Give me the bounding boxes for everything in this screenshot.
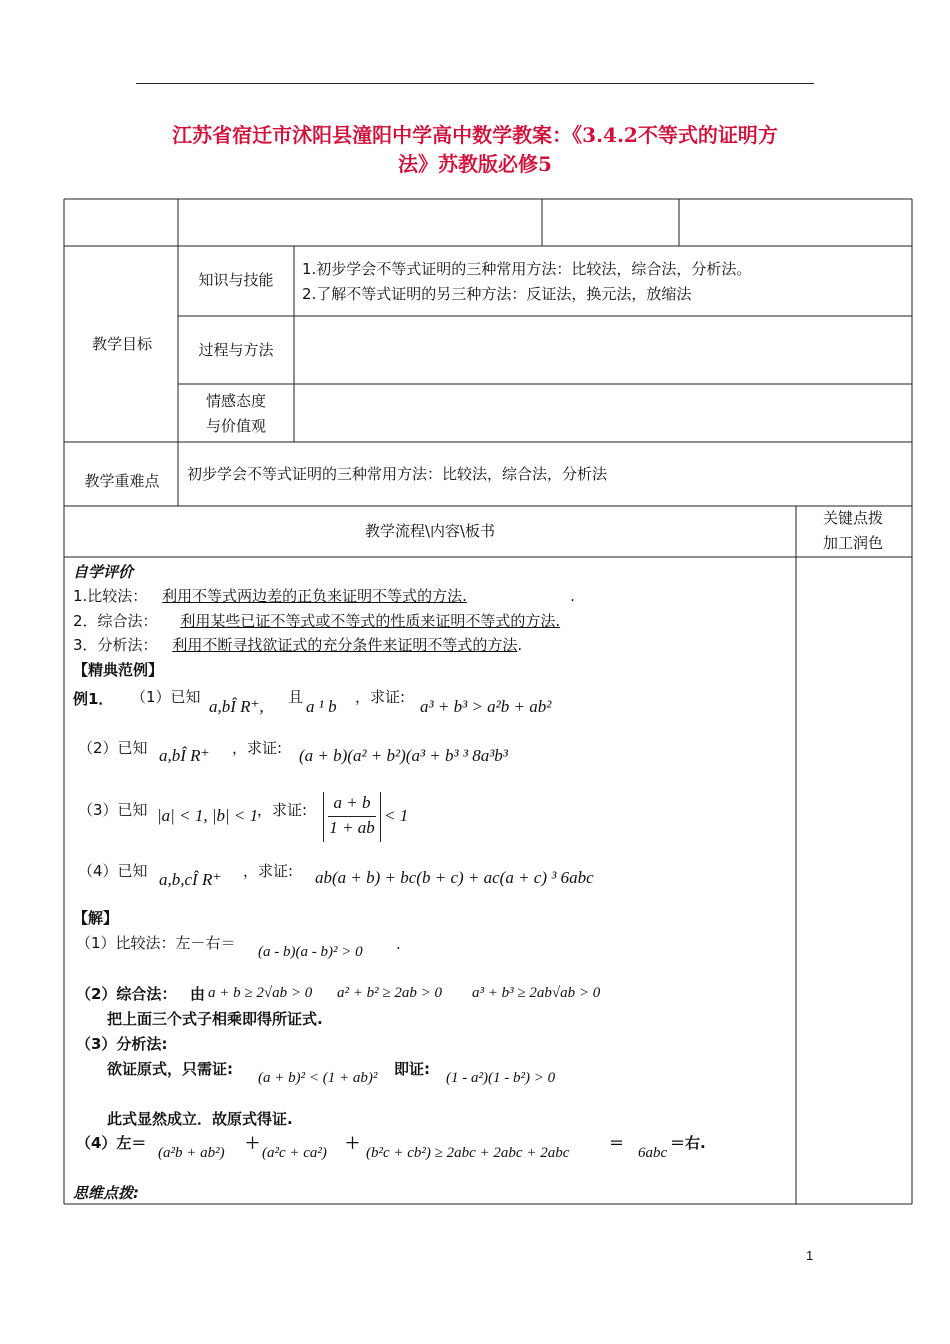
example-1-part-2-set: a,bÎ R⁺: [159, 746, 210, 765]
thinking-tip-label: 思维点拨:: [73, 1184, 139, 1202]
method-1-period: .: [570, 587, 575, 605]
header-rule: [136, 83, 814, 84]
method-1-name: 1.比较法：: [73, 587, 148, 605]
example-1-part-4-goal: ab(a + b) + bc(b + c) + ac(a + c) ³ 6abc: [315, 868, 594, 887]
example-1-part-1-set: a,bÎ R⁺,: [209, 697, 264, 716]
method-2-name: 2．综合法：: [73, 612, 158, 630]
solution-4-term-1: (a²b + ab²): [158, 1145, 225, 1161]
solution-4-term-2: (a²c + ca²): [262, 1145, 327, 1161]
solution-3-need: 欲证原式，只需证:: [107, 1060, 233, 1078]
example-1-part-2-prefix: （2）已知: [78, 739, 148, 757]
solution-4-result: 6abc: [638, 1145, 668, 1161]
example-1-part-3-condition: |a| < 1, |b| < 1: [157, 806, 259, 825]
examples-heading: 【精典范例】: [73, 661, 164, 679]
knowledge-line-2: 2.了解不等式证明的另三种方法：反证法，换元法，放缩法: [302, 285, 692, 303]
self-eval-heading: 自学评价: [73, 563, 134, 581]
solution-2-inequality-1: a + b ≥ 2√ab > 0: [208, 985, 313, 1001]
method-3: [73, 634, 522, 655]
example-1-part-2-goal: (a + b)(a² + b²)(a³ + b³ ³ 8a³b³: [299, 746, 508, 765]
method-2-definition: 利用某些已证不等式或不等式的性质来证明不等式的方法.: [180, 612, 561, 630]
fraction-denominator: 1 + ab: [329, 818, 375, 837]
solution-2-inequality-2: a² + b² ≥ 2ab > 0: [337, 985, 442, 1001]
example-1-label: 例1．: [73, 690, 114, 708]
solution-4-end: ＝右.: [670, 1134, 706, 1152]
fraction-bar: [328, 816, 376, 817]
example-1-part-4-prefix: （4）已知: [78, 862, 148, 880]
solution-3-label: （3）分析法:: [76, 1035, 168, 1053]
solution-4-equals: ＝: [609, 1134, 625, 1152]
key-difficulty-label: 教学重难点: [84, 472, 160, 490]
document-title-line-1: 江苏省宿迁市沭阳县潼阳中学高中数学教案：《3.4.2不等式的证明方: [172, 123, 778, 147]
solution-3-line-3: 此式显然成立．故原式得证.: [107, 1110, 293, 1128]
solution-4-plus-1: ＋: [245, 1134, 261, 1152]
key-points-line-1: 关键点拨: [822, 509, 883, 527]
document-title-line-2: 法》苏教版必修5: [398, 152, 552, 176]
fraction-numerator: a + b: [333, 793, 371, 812]
example-1-part-2-prove: ，求证:: [232, 739, 283, 757]
solution-4-label: （4）左＝: [76, 1134, 147, 1152]
solution-2-by: 由: [190, 985, 206, 1003]
key-points-line-2: 加工润色: [822, 534, 883, 552]
method-3-period: .: [517, 636, 523, 654]
emotion-label-line-1: 情感态度: [205, 392, 266, 410]
example-1-part-3-prefix: （3）已知: [78, 801, 148, 819]
method-1: [73, 585, 575, 606]
solution-4-plus-2: ＋: [345, 1134, 361, 1152]
example-1-part-1-prove: ，求证:: [355, 688, 406, 706]
method-3-name: 3．分析法：: [73, 636, 158, 654]
example-1-part-1-condition: a ¹ b: [306, 697, 337, 716]
solution-2-line-2: 把上面三个式子相乘即得所证式.: [107, 1010, 323, 1028]
key-points-header: [796, 506, 910, 556]
solution-1-end: .: [396, 935, 401, 953]
teaching-goals-label: 教学目标: [91, 335, 152, 353]
solution-3-math-1: (a + b)² < (1 + ab)²: [258, 1070, 378, 1086]
page-number: 1: [806, 1248, 814, 1263]
example-1-part-3-rhs: < 1: [384, 806, 409, 825]
example-1-part-4-set: a,b,cÎ R⁺: [159, 870, 222, 889]
example-1-part-4-prove: ，求证:: [243, 862, 294, 880]
solution-heading: 【解】: [73, 909, 119, 927]
example-1-part-1-prefix: （1）已知: [131, 688, 201, 706]
example-1-part-3-abs-fraction: [323, 792, 381, 842]
solution-3-that: 即证:: [394, 1060, 430, 1078]
key-difficulty-content: 初步学会不等式证明的三种常用方法：比较法，综合法，分析法: [187, 465, 608, 483]
example-1-part-1-goal: a³ + b³ > a²b + ab²: [420, 697, 552, 716]
knowledge-content: [302, 257, 751, 307]
solution-3-math-2: (1 - a²)(1 - b²) > 0: [446, 1070, 556, 1086]
method-1-definition: 利用不等式两边差的正负来证明不等式的方法.: [162, 587, 467, 605]
method-2: [73, 610, 646, 631]
solution-4-term-3: (b²c + cb²) ≥ 2abc + 2abc + 2abc: [366, 1145, 570, 1161]
solution-2-inequality-3: a³ + b³ ≥ 2ab√ab > 0: [472, 985, 601, 1001]
emotion-values-label: [180, 389, 292, 439]
emotion-label-line-2: 与价值观: [205, 417, 266, 435]
knowledge-line-1: 1.初步学会不等式证明的三种常用方法：比较法，综合法，分析法。: [302, 260, 752, 278]
example-1-part-1-and: 且: [288, 688, 304, 706]
method-3-definition: 利用不断寻找欲证式的充分条件来证明不等式的方法: [172, 636, 518, 654]
example-1-part-3-prove: ，求证:: [257, 801, 308, 819]
solution-1-math: (a - b)(a - b)² > 0: [258, 944, 363, 960]
solution-2-label: （2）综合法：: [76, 985, 177, 1003]
solution-1-text: （1）比较法：左－右＝: [76, 934, 236, 952]
knowledge-skills-label: 知识与技能: [198, 271, 274, 289]
process-methods-label: 过程与方法: [198, 341, 274, 359]
teaching-flow-header: 教学流程\内容\板书: [364, 522, 496, 540]
